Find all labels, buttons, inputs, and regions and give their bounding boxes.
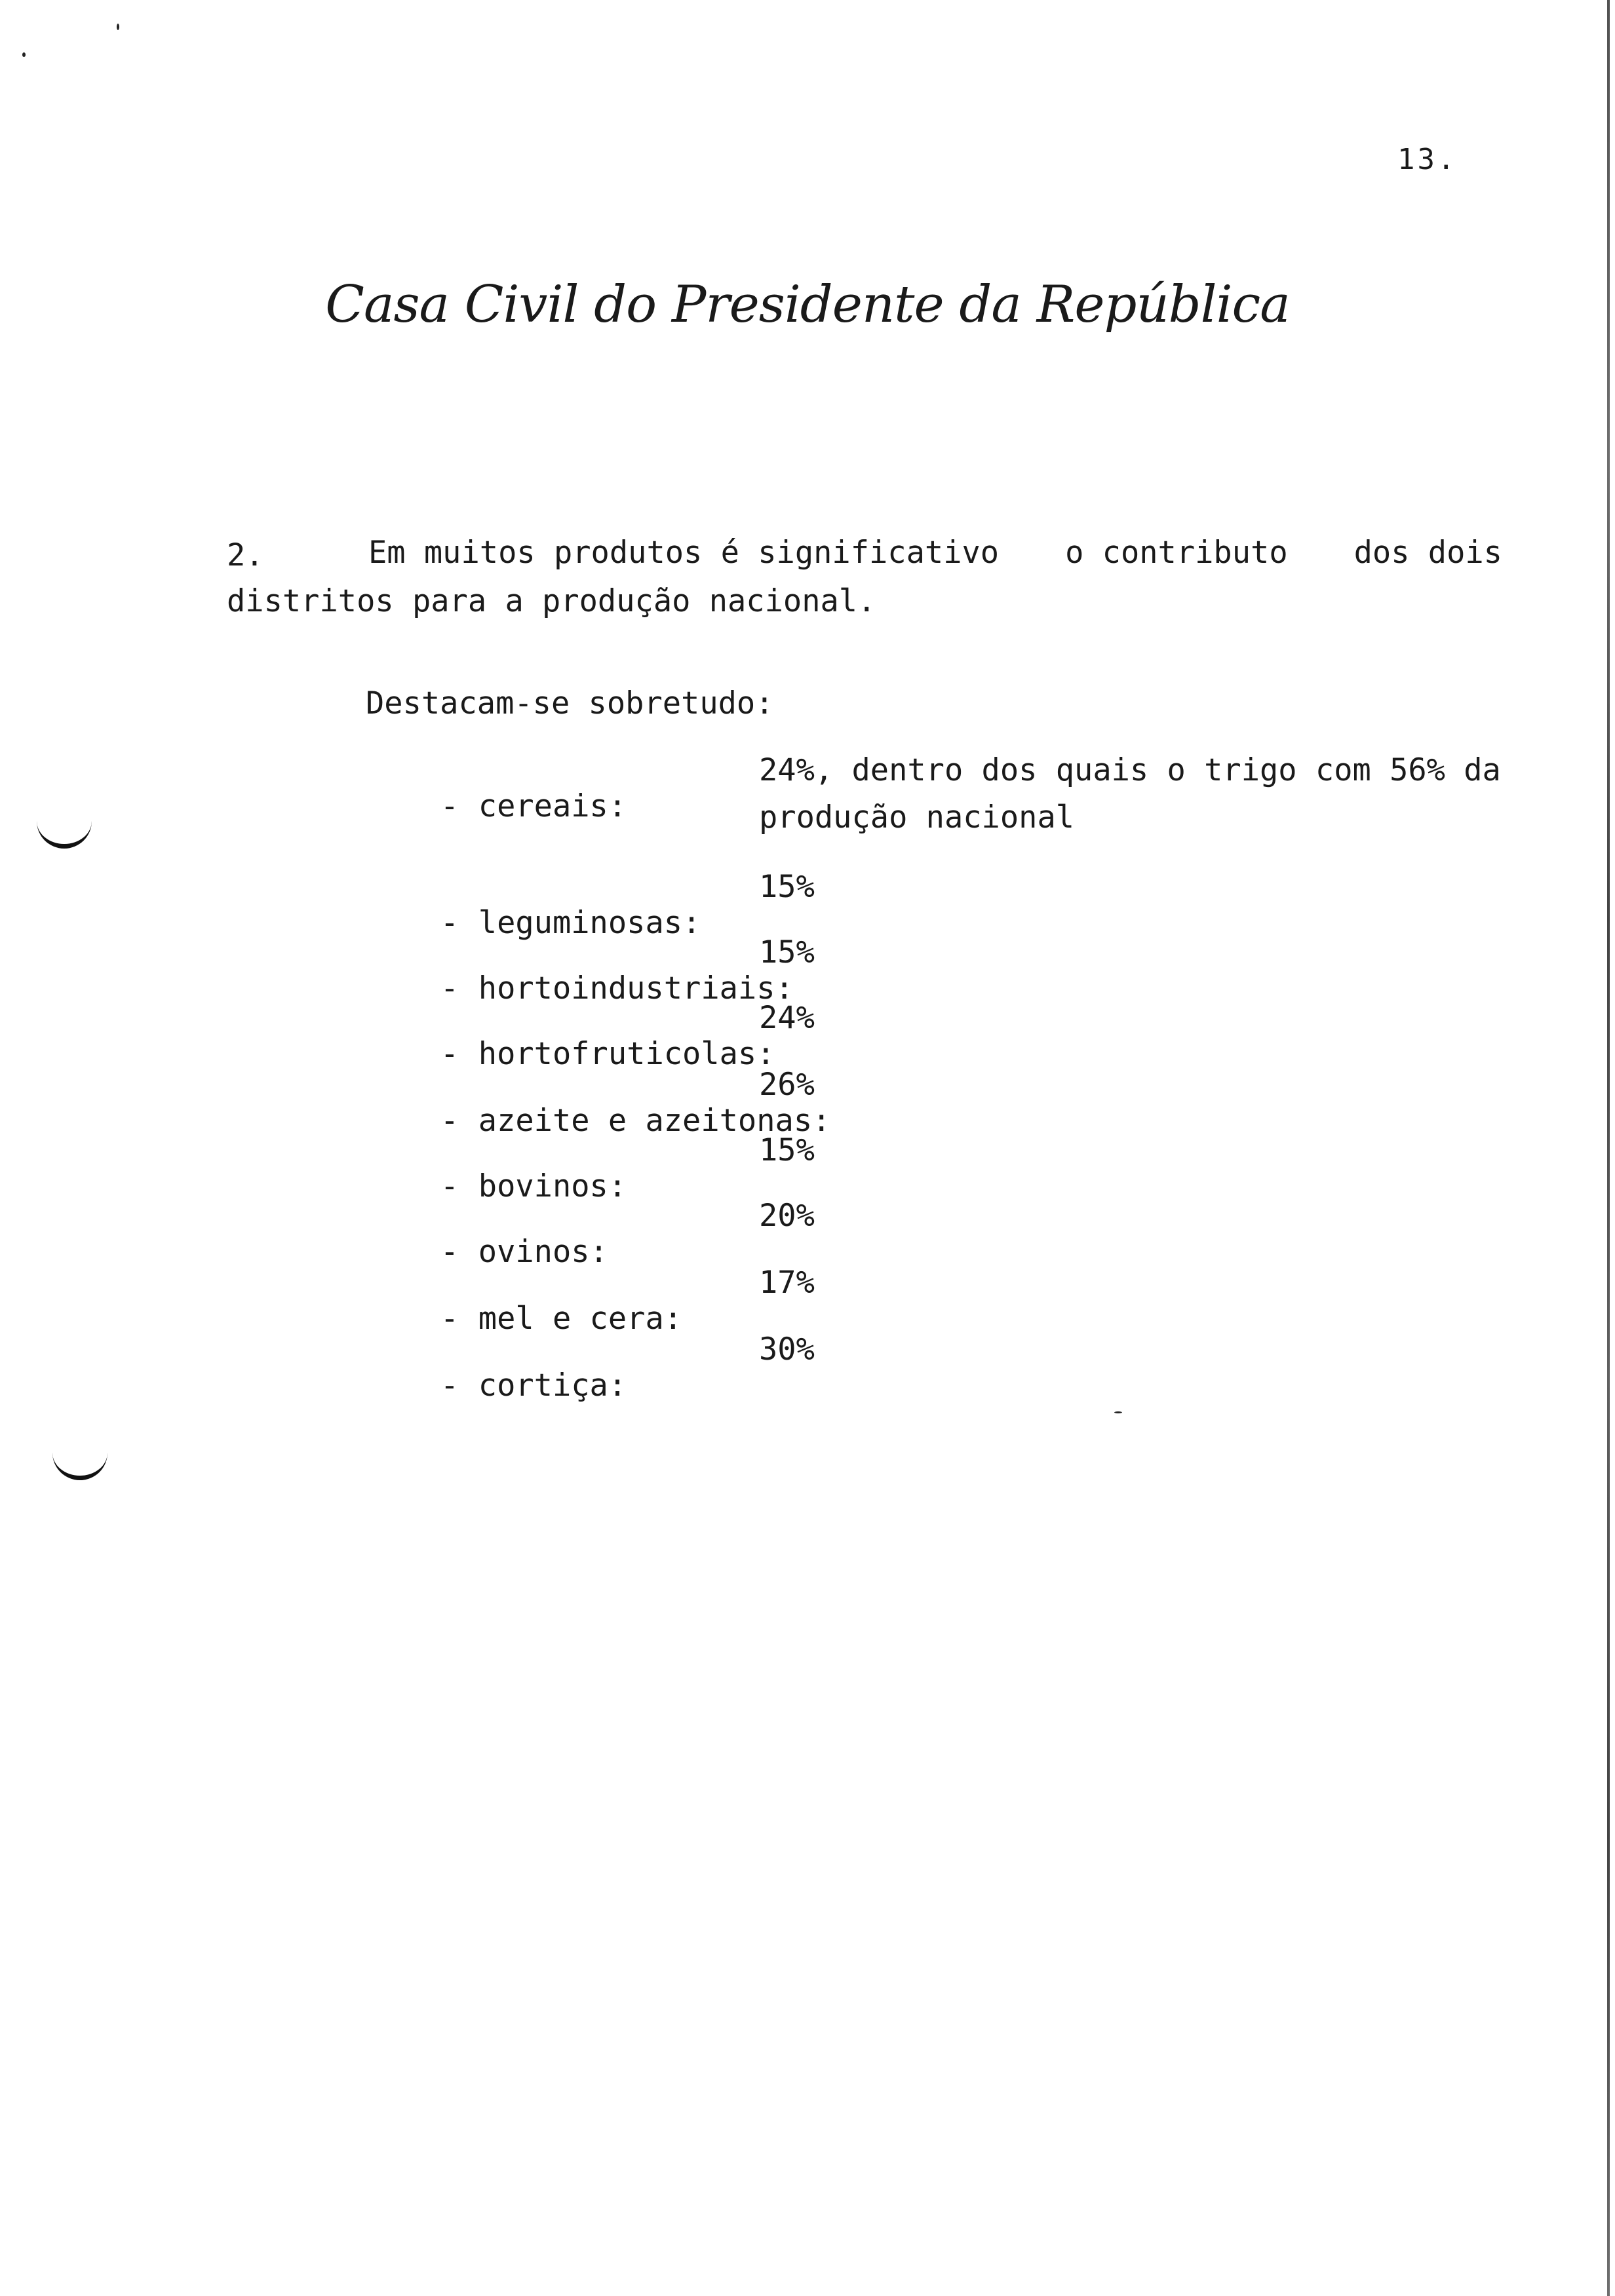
paragraph-line-2: distritos para a produção nacional. bbox=[227, 583, 876, 619]
item-label: ovinos: bbox=[478, 1234, 608, 1270]
letterhead: Casa Civil do Presidente da República bbox=[325, 275, 1290, 334]
item-label: mel e cera: bbox=[478, 1301, 683, 1337]
list-dash: - bbox=[440, 905, 459, 941]
paragraph-line-1-part-3: dos dois bbox=[1353, 535, 1502, 571]
item-label: cereais: bbox=[478, 788, 627, 824]
scan-edge-line bbox=[1607, 0, 1610, 2296]
item-value: 30% bbox=[759, 1331, 815, 1368]
list-dash: - bbox=[440, 1103, 459, 1139]
list-dash: - bbox=[440, 1368, 459, 1404]
item-label: hortoindustriais: bbox=[478, 970, 794, 1006]
punch-hole-mark bbox=[52, 1449, 107, 1480]
paragraph-number: 2. bbox=[227, 537, 264, 573]
page-number: 13. bbox=[1397, 143, 1458, 176]
scan-speck bbox=[22, 52, 26, 57]
list-dash: - bbox=[440, 1234, 459, 1270]
item-label: bovinos: bbox=[478, 1168, 627, 1204]
list-dash: - bbox=[440, 1168, 459, 1204]
item-value: 24%, dentro dos quais o trigo com 56% da bbox=[759, 752, 1501, 788]
paragraph-line-1-part-1: Em muitos produtos é significativo bbox=[368, 535, 1000, 571]
item-value: 20% bbox=[759, 1198, 815, 1234]
punch-hole-mark bbox=[37, 818, 92, 849]
item-label: cortiça: bbox=[478, 1368, 627, 1404]
item-value: 26% bbox=[759, 1067, 815, 1103]
list-intro: Destacam-se sobretudo: bbox=[366, 685, 774, 721]
paragraph-line-1-part-2: o contributo bbox=[1065, 535, 1288, 571]
item-value: 17% bbox=[759, 1265, 815, 1301]
list-item bbox=[329, 1331, 815, 1476]
paragraph-line-1 bbox=[368, 535, 1502, 571]
item-value: 15% bbox=[759, 1132, 815, 1168]
scan-speck bbox=[1114, 1411, 1122, 1413]
scan-speck bbox=[117, 24, 119, 30]
list-dash: - bbox=[440, 970, 459, 1006]
item-value: 24% bbox=[759, 1000, 815, 1036]
list-dash: - bbox=[440, 1301, 459, 1337]
list-dash: - bbox=[440, 788, 459, 824]
item-value: 15% bbox=[759, 934, 815, 970]
item-label: leguminosas: bbox=[478, 905, 701, 941]
item-value: 15% bbox=[759, 869, 815, 905]
item-value-continuation: produção nacional bbox=[759, 799, 1075, 835]
item-label: azeite e azeitonas: bbox=[478, 1103, 831, 1139]
list-dash: - bbox=[440, 1036, 459, 1072]
item-label: hortofruticolas: bbox=[478, 1036, 775, 1072]
